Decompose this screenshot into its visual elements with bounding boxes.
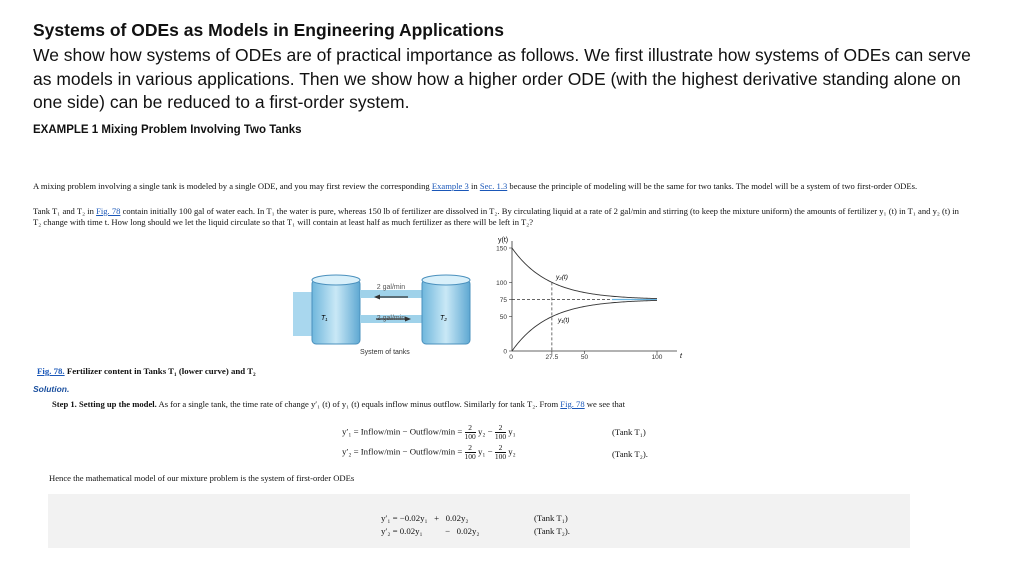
solution-label: Solution. bbox=[33, 384, 70, 394]
graph-ylabel: y(t) bbox=[498, 237, 509, 244]
y-tick-label: 100 bbox=[496, 279, 507, 287]
system-row-1-tag: (Tank T₁) bbox=[534, 513, 568, 523]
equation-tank-2: y′₂ = Inflow/min − Outflow/min = $\frac{2}{100}$ y₁ − $\frac{2}{100}$ y₂ bbox=[342, 443, 516, 461]
intro-paragraph: We show how systems of ODEs are of practical importance as follows. We first illustrate how systems of ODEs can serve as models in various applications. Then we show how a higher order ODE (with the highest derivative standing alone on one side) can be reduced to a first-order system. bbox=[33, 45, 971, 112]
figure-caption-link[interactable]: Fig. 78. bbox=[37, 366, 65, 376]
curve-y2 bbox=[512, 248, 657, 299]
tank-2-label: T₂ bbox=[440, 315, 447, 322]
flow-label-bottom: 2 gal/min bbox=[376, 315, 406, 322]
x-tick-label: 100 bbox=[651, 354, 663, 361]
y-tick-label: 75 bbox=[499, 297, 507, 304]
tanks-diagram bbox=[290, 268, 480, 358]
equation-tank-2-tag: (Tank T₂). bbox=[612, 449, 648, 459]
curve-y1-label: y₁(t) bbox=[558, 317, 570, 324]
x-tick-label: 50 bbox=[580, 354, 589, 361]
flow-label-top: 2 gal/min bbox=[376, 284, 406, 291]
x-tick-label: 27.5 bbox=[545, 354, 559, 361]
y-tick-label: 150 bbox=[496, 245, 507, 253]
y-tick-label: 50 bbox=[499, 314, 507, 322]
paragraph-2: Tank T₁ and T₂ in Fig. 78 contain initially 100 gal of water each. In T₁ the water is pure, whereas 150 lb of fertilizer are dissolved in T₂. By circulating liquid at a rate of 2 gal/min and stirring (to keep the mixture uniform) the amounts of fertilizer y₁ (t) in T₁ and y₂ (t) in T₂ change with time t. How long should we let the liquid circulate so that T₁ will contain at least half as much fertilizer as there will be left in T₂? bbox=[33, 206, 959, 227]
equation-tank-1-tag: (Tank T₁) bbox=[612, 427, 646, 437]
paragraph-1: A mixing problem involving a single tank is modeled by a single ODE, and you may first review the corresponding Example 3 in Sec. 1.3 because the principle of modeling will be the same for two tanks. The model will be a system of two first-order ODEs. bbox=[33, 181, 918, 191]
system-row-2-tag: (Tank T₂). bbox=[534, 526, 570, 536]
hence-text: Hence the mathematical model of our mixture problem is the system of first-order ODEs bbox=[49, 473, 355, 483]
figure-link[interactable]: Fig. 78 bbox=[96, 206, 121, 216]
tank-2-shape bbox=[422, 280, 470, 344]
fertilizer-graph bbox=[490, 232, 690, 362]
figure-caption: Fig. 78. Fertilizer content in Tanks T₁ (lower curve) and T₂ bbox=[37, 366, 256, 376]
example-title: EXAMPLE 1 Mixing Problem Involving Two Tanks bbox=[33, 124, 302, 136]
tank-1-shape bbox=[312, 280, 360, 344]
curve-y1 bbox=[512, 300, 657, 351]
tank-1-label: T₁ bbox=[321, 315, 328, 322]
x-tick-label: 0 bbox=[509, 354, 513, 361]
section-heading: Systems of ODEs as Models in Engineering Applications bbox=[33, 20, 504, 40]
system-row-1: y′₁ = −0.02y₁ + 0.02y₂ bbox=[381, 513, 469, 523]
curve-y2-label: y₂(t) bbox=[556, 274, 568, 281]
tanks-caption: System of tanks bbox=[360, 349, 410, 356]
example-link[interactable]: Example 3 bbox=[431, 181, 469, 191]
equation-tank-1: y′₁ = Inflow/min − Outflow/min = $\frac{2}{100}$ y₂ − $\frac{2}{100}$ y₁ bbox=[342, 423, 516, 441]
step-figure-link[interactable]: Fig. 78 bbox=[560, 399, 585, 409]
y-tick-label: 0 bbox=[503, 348, 507, 356]
ode-system-box bbox=[48, 494, 910, 548]
graph-xlabel: t bbox=[680, 353, 682, 360]
system-row-2: y′₂ = 0.02y₁ − 0.02y₂ bbox=[381, 526, 480, 536]
section-link[interactable]: Sec. 1.3 bbox=[479, 181, 508, 191]
step-1-text: Step 1. Setting up the model. As for a single tank, the time rate of change y′₁ (t) of y₁ (t) equals inflow minus outflow. Similarly for tank T₂. From Fig. 78 we see that bbox=[52, 399, 625, 409]
